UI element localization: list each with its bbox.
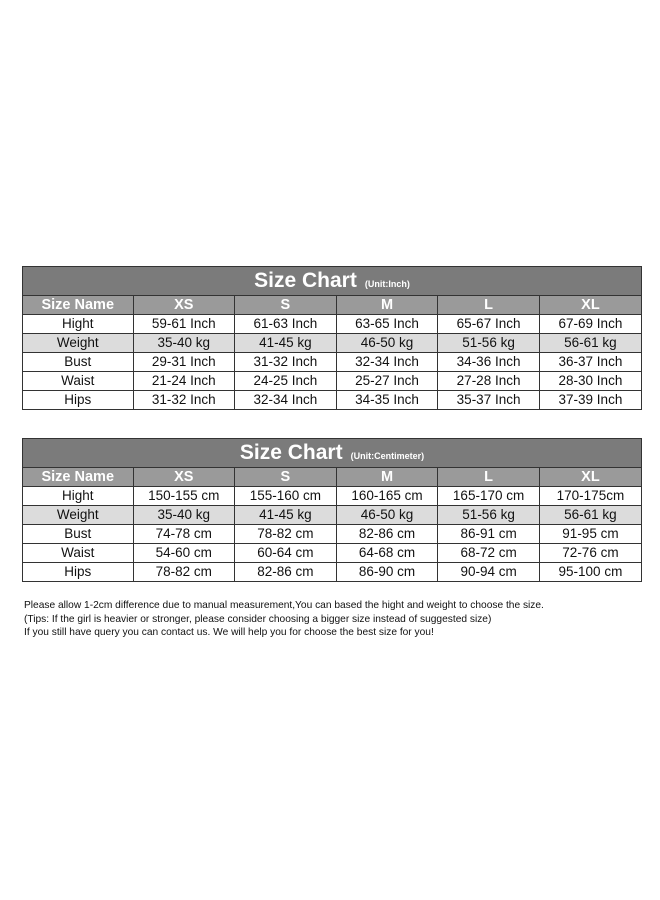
table-cell: 82-86 cm — [336, 525, 438, 544]
table-cell: 91-95 cm — [539, 525, 641, 544]
table-row-weight — [23, 506, 641, 525]
header-s: S — [235, 468, 337, 487]
header-l: L — [438, 468, 540, 487]
table-row-bust — [23, 525, 641, 544]
table-cell: 51-56 kg — [438, 334, 540, 353]
row-label: Bust — [23, 525, 133, 544]
header-xl: XL — [539, 468, 641, 487]
table-cell: 32-34 Inch — [235, 391, 337, 410]
header-l: L — [438, 296, 540, 315]
table-cell: 56-61 kg — [539, 334, 641, 353]
table-cell: 37-39 Inch — [539, 391, 641, 410]
table-row-hips — [23, 391, 641, 410]
size-table-centimeter — [23, 468, 641, 581]
table-cell: 35-37 Inch — [438, 391, 540, 410]
table-cell: 90-94 cm — [438, 563, 540, 582]
table-cell: 63-65 Inch — [336, 315, 438, 334]
chart-unit: (Unit:Centimeter) — [350, 451, 425, 461]
table-row-waist — [23, 544, 641, 563]
table-cell: 34-35 Inch — [336, 391, 438, 410]
table-row-hight — [23, 487, 641, 506]
table-cell: 65-67 Inch — [438, 315, 540, 334]
table-cell: 56-61 kg — [539, 506, 641, 525]
table-cell: 34-36 Inch — [438, 353, 540, 372]
table-cell: 64-68 cm — [336, 544, 438, 563]
row-label: Hight — [23, 487, 133, 506]
table-cell: 160-165 cm — [336, 487, 438, 506]
table-cell: 170-175cm — [539, 487, 641, 506]
header-xs: XS — [133, 468, 235, 487]
table-row-hight — [23, 315, 641, 334]
row-label: Weight — [23, 506, 133, 525]
table-cell: 35-40 kg — [133, 334, 235, 353]
table-cell: 78-82 cm — [133, 563, 235, 582]
table-cell: 24-25 Inch — [235, 372, 337, 391]
table-cell: 51-56 kg — [438, 506, 540, 525]
header-xs: XS — [133, 296, 235, 315]
table-cell: 86-91 cm — [438, 525, 540, 544]
row-label: Hight — [23, 315, 133, 334]
size-chart-centimeter — [22, 438, 642, 582]
table-cell: 82-86 cm — [235, 563, 337, 582]
size-chart-inch — [22, 266, 642, 410]
table-cell: 155-160 cm — [235, 487, 337, 506]
table-cell: 35-40 kg — [133, 506, 235, 525]
table-cell: 95-100 cm — [539, 563, 641, 582]
table-cell: 31-32 Inch — [235, 353, 337, 372]
note-contact: If you still have query you can contact us. We will help you for choose the best size for you! — [24, 627, 434, 638]
row-label: Hips — [23, 391, 133, 410]
table-row-hips — [23, 563, 641, 582]
table-cell: 46-50 kg — [336, 334, 438, 353]
header-size-name: Size Name — [23, 296, 133, 315]
table-cell: 36-37 Inch — [539, 353, 641, 372]
chart-title: Size Chart — [239, 441, 343, 464]
table-cell: 54-60 cm — [133, 544, 235, 563]
chart-header — [23, 267, 641, 296]
table-cell: 150-155 cm — [133, 487, 235, 506]
table-cell: 27-28 Inch — [438, 372, 540, 391]
chart-unit: (Unit:Inch) — [364, 279, 410, 289]
note-tips: (Tips: If the girl is heavier or stronger, please consider choosing a bigger size instead of suggested size) — [24, 613, 492, 625]
header-m: M — [336, 468, 438, 487]
table-cell: 78-82 cm — [235, 525, 337, 544]
header-xl: XL — [539, 296, 641, 315]
table-row-waist — [23, 372, 641, 391]
table-cell: 31-32 Inch — [133, 391, 235, 410]
table-cell: 59-61 Inch — [133, 315, 235, 334]
table-cell: 86-90 cm — [336, 563, 438, 582]
table-cell: 68-72 cm — [438, 544, 540, 563]
table-row-weight — [23, 334, 641, 353]
table-cell: 25-27 Inch — [336, 372, 438, 391]
row-label: Bust — [23, 353, 133, 372]
header-m: M — [336, 296, 438, 315]
table-cell: 61-63 Inch — [235, 315, 337, 334]
table-cell: 41-45 kg — [235, 334, 337, 353]
row-label: Weight — [23, 334, 133, 353]
row-label: Hips — [23, 563, 133, 582]
table-cell: 72-76 cm — [539, 544, 641, 563]
table-cell: 46-50 kg — [336, 506, 438, 525]
header-row — [23, 296, 641, 315]
row-label: Waist — [23, 372, 133, 391]
table-cell: 67-69 Inch — [539, 315, 641, 334]
header-row — [23, 468, 641, 487]
row-label: Waist — [23, 544, 133, 563]
chart-title: Size Chart — [254, 269, 357, 292]
size-notes — [24, 599, 636, 640]
header-size-name: Size Name — [23, 468, 133, 487]
table-cell: 29-31 Inch — [133, 353, 235, 372]
table-cell: 28-30 Inch — [539, 372, 641, 391]
table-cell: 21-24 Inch — [133, 372, 235, 391]
size-table-inch — [23, 296, 641, 409]
note-measurement: Please allow 1-2cm difference due to manual measurement,You can based the hight and weight to choose the size. — [24, 600, 544, 611]
table-row-bust — [23, 353, 641, 372]
table-cell: 60-64 cm — [235, 544, 337, 563]
table-cell: 32-34 Inch — [336, 353, 438, 372]
table-cell: 41-45 kg — [235, 506, 337, 525]
table-cell: 165-170 cm — [438, 487, 540, 506]
table-cell: 74-78 cm — [133, 525, 235, 544]
header-s: S — [235, 296, 337, 315]
chart-header — [23, 439, 641, 468]
